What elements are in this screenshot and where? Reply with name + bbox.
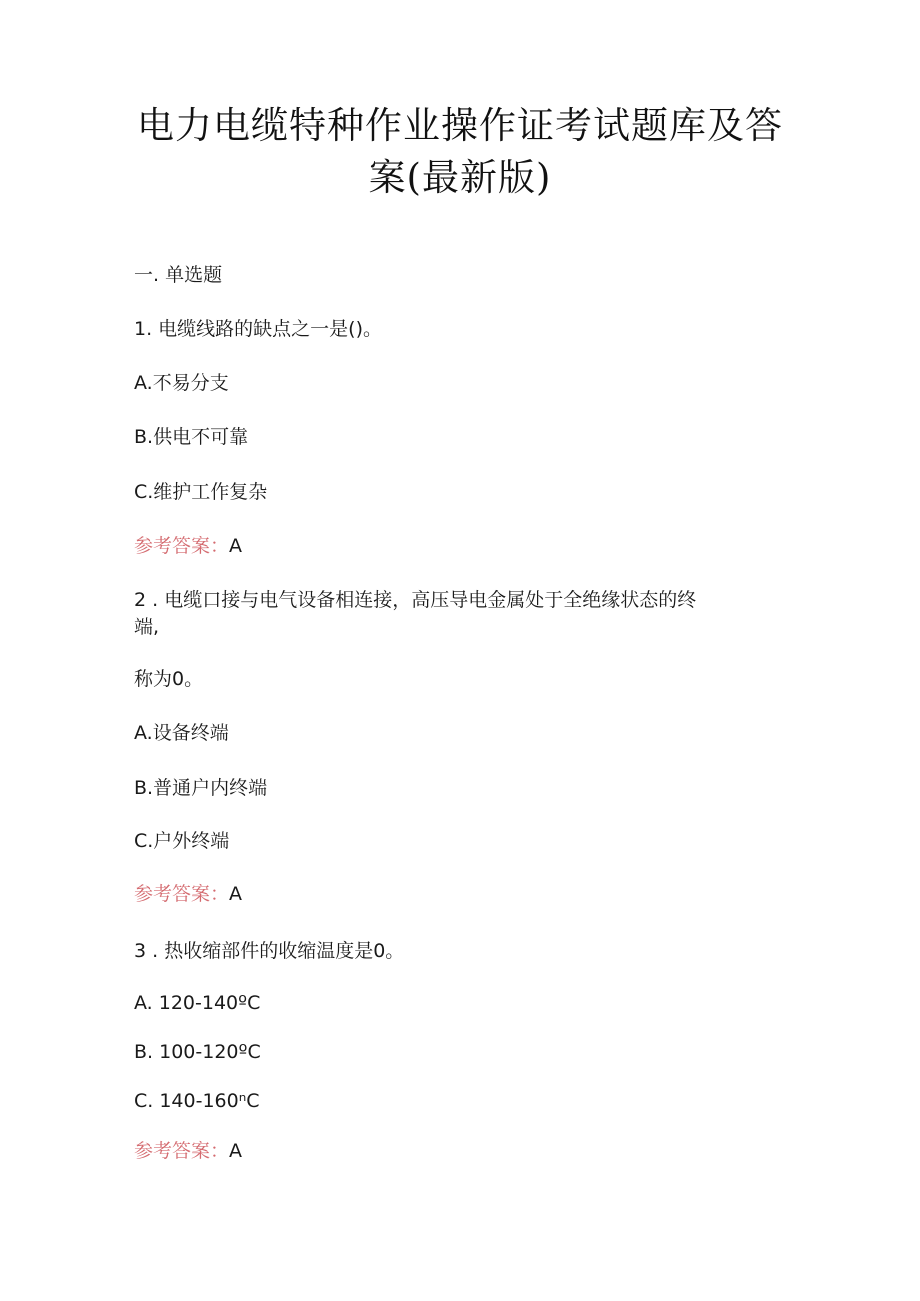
question-2-option-a: A.设备终端 (134, 722, 229, 744)
question-3-option-c: C. 140-160ⁿC (134, 1090, 260, 1112)
question-3-answer (134, 1138, 242, 1164)
question-1-option-a: A.不易分支 (134, 372, 229, 394)
question-2-option-c: C.户外终端 (134, 830, 230, 852)
document-title-line-1: 电力电缆特种作业操作证考试题库及答 (137, 104, 783, 147)
question-2-option-b: B.普通户内终端 (134, 777, 268, 799)
question-3-stem: 3 . 热收缩部件的收缩温度是0。 (134, 940, 405, 962)
question-3-option-b: B. 100-120ºC (134, 1041, 261, 1063)
question-2-stem-line-3: 称为0。 (134, 668, 204, 690)
question-2-answer (134, 881, 242, 907)
document-title-line-2: 案(最新版) (368, 156, 552, 199)
answer-value: A (229, 535, 243, 557)
answer-label: 参考答案： (134, 1140, 230, 1162)
question-1-stem: 1. 电缆线路的缺点之一是()。 (134, 318, 382, 340)
section-heading: 一. 单选题 (134, 264, 223, 286)
question-3-option-a: A. 120-140ºC (134, 992, 261, 1014)
answer-value: A (229, 1140, 243, 1162)
question-1-option-c: C.维护工作复杂 (134, 481, 268, 503)
question-1-answer (134, 533, 242, 559)
answer-label: 参考答案： (134, 535, 230, 557)
answer-value: A (229, 883, 243, 905)
question-1-option-b: B.供电不可靠 (134, 426, 249, 448)
question-2-stem-line-2: 端, (134, 616, 160, 638)
question-2-stem-line-1: 2 . 电缆口接与电气设备相连接，高压导电金属处于全绝缘状态的终 (134, 589, 697, 611)
answer-label: 参考答案： (134, 883, 230, 905)
